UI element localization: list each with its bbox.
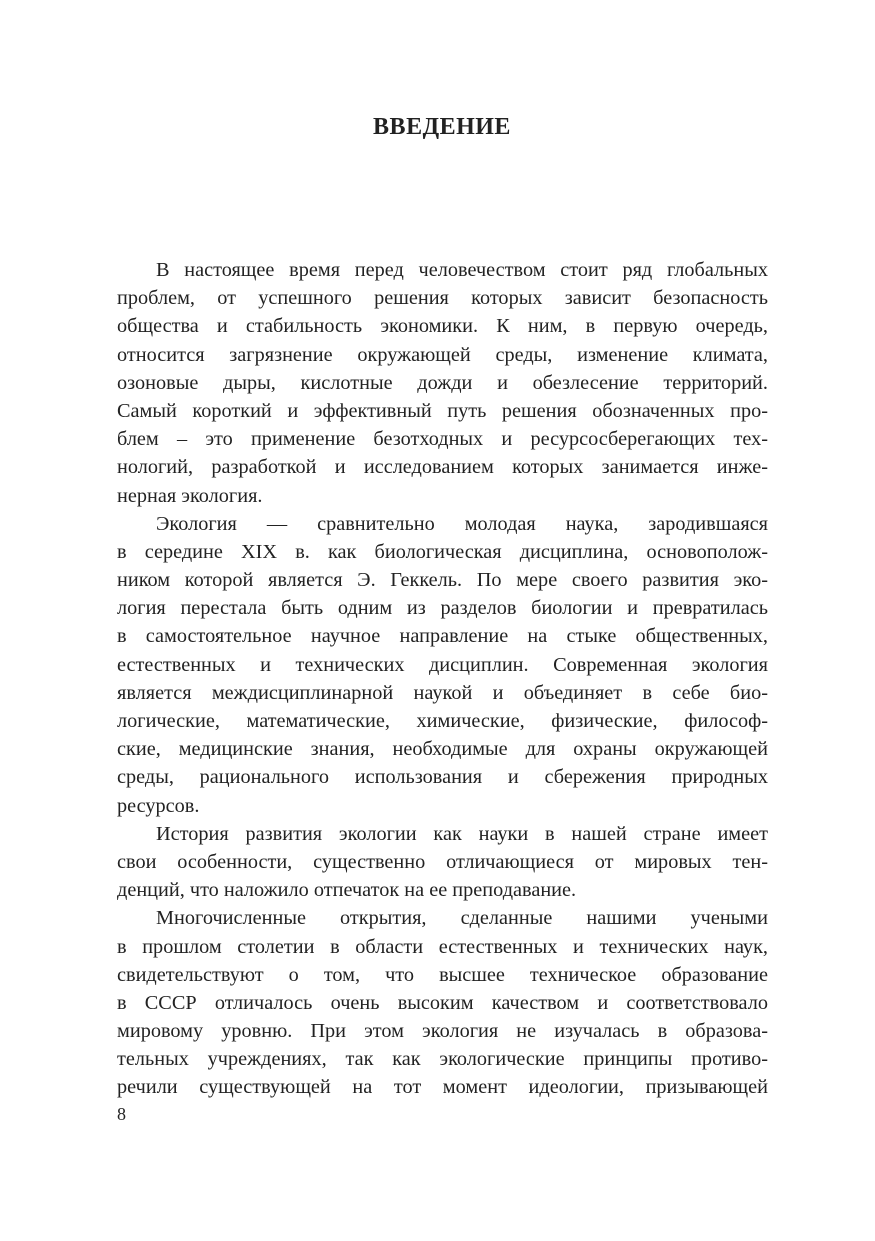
text-line: В настоящее время перед человечеством стоит ряд глобальных (156, 259, 768, 281)
text-line: тельных учреждениях, так как экологические принципы противо- (117, 1048, 768, 1071)
text-line: логические, математические, химические, физические, философ- (117, 710, 768, 732)
text-line: ником которой является Э. Геккель. По мере своего развития эко- (117, 569, 768, 592)
text-line: Экология — сравнительно молодая наука, зародившаяся (156, 512, 768, 535)
body-text (117, 256, 768, 1102)
text-line: нологий, разработкой и исследованием которых занимается инже- (117, 456, 768, 479)
text-line: свидетельствуют о том, что высшее техническое образование (117, 963, 768, 986)
text-line: ские, медицинские знания, необходимые для охраны окружающей (117, 738, 768, 761)
text-line: в середине XIX в. как биологическая дисциплина, основополож- (117, 540, 768, 563)
text-line: ресурсов. (117, 794, 200, 817)
text-line: Многочисленные открытия, сделанные нашими учеными (156, 907, 768, 930)
text-line: свои особенности, существенно отличающиеся от мировых тен- (117, 850, 768, 873)
text-line: блем – это применение безотходных и ресурсосберегающих тех- (117, 428, 768, 451)
text-line: логия перестала быть одним из разделов биологии и превратилась (117, 597, 768, 620)
text-line: речили существующей на тот момент идеологии, призывающей (117, 1076, 768, 1099)
text-line: в СССР отличалось очень высоким качеством и соответствовало (117, 991, 768, 1014)
text-line: Самый короткий и эффективный путь решения обозначенных про- (117, 399, 768, 422)
text-line: общества и стабильность экономики. К ним, в первую очередь, (117, 315, 768, 338)
text-line: является междисциплинарной наукой и объединяет в себе био- (117, 681, 768, 704)
text-line: озоновые дыры, кислотные дожди и обезлесение территорий. (117, 371, 768, 394)
paragraph (117, 510, 768, 820)
chapter-title: ВВЕДЕНИЕ (373, 114, 511, 140)
page-number: 8 (117, 1104, 126, 1124)
text-line: нерная экология. (117, 484, 263, 507)
text-line: в прошлом столетии в области естественных и технических наук, (117, 935, 768, 958)
text-line: денций, что наложило отпечаток на ее преподавание. (117, 879, 577, 902)
paragraph (117, 904, 768, 1101)
text-line: мировому уровню. При этом экология не изучалась в образова- (117, 1020, 768, 1043)
paragraph (117, 820, 768, 905)
text-line: относится загрязнение окружающей среды, изменение климата, (117, 343, 768, 366)
text-line: естественных и технических дисциплин. Современная экология (117, 653, 768, 676)
paragraph (117, 256, 768, 510)
text-line: История развития экологии как науки в нашей стране имеет (156, 822, 768, 845)
text-line: проблем, от успешного решения которых зависит безопасность (117, 287, 768, 310)
text-line: в самостоятельное научное направление на стыке общественных, (117, 625, 768, 648)
text-line: среды, рационального использования и сбережения природных (117, 766, 768, 789)
